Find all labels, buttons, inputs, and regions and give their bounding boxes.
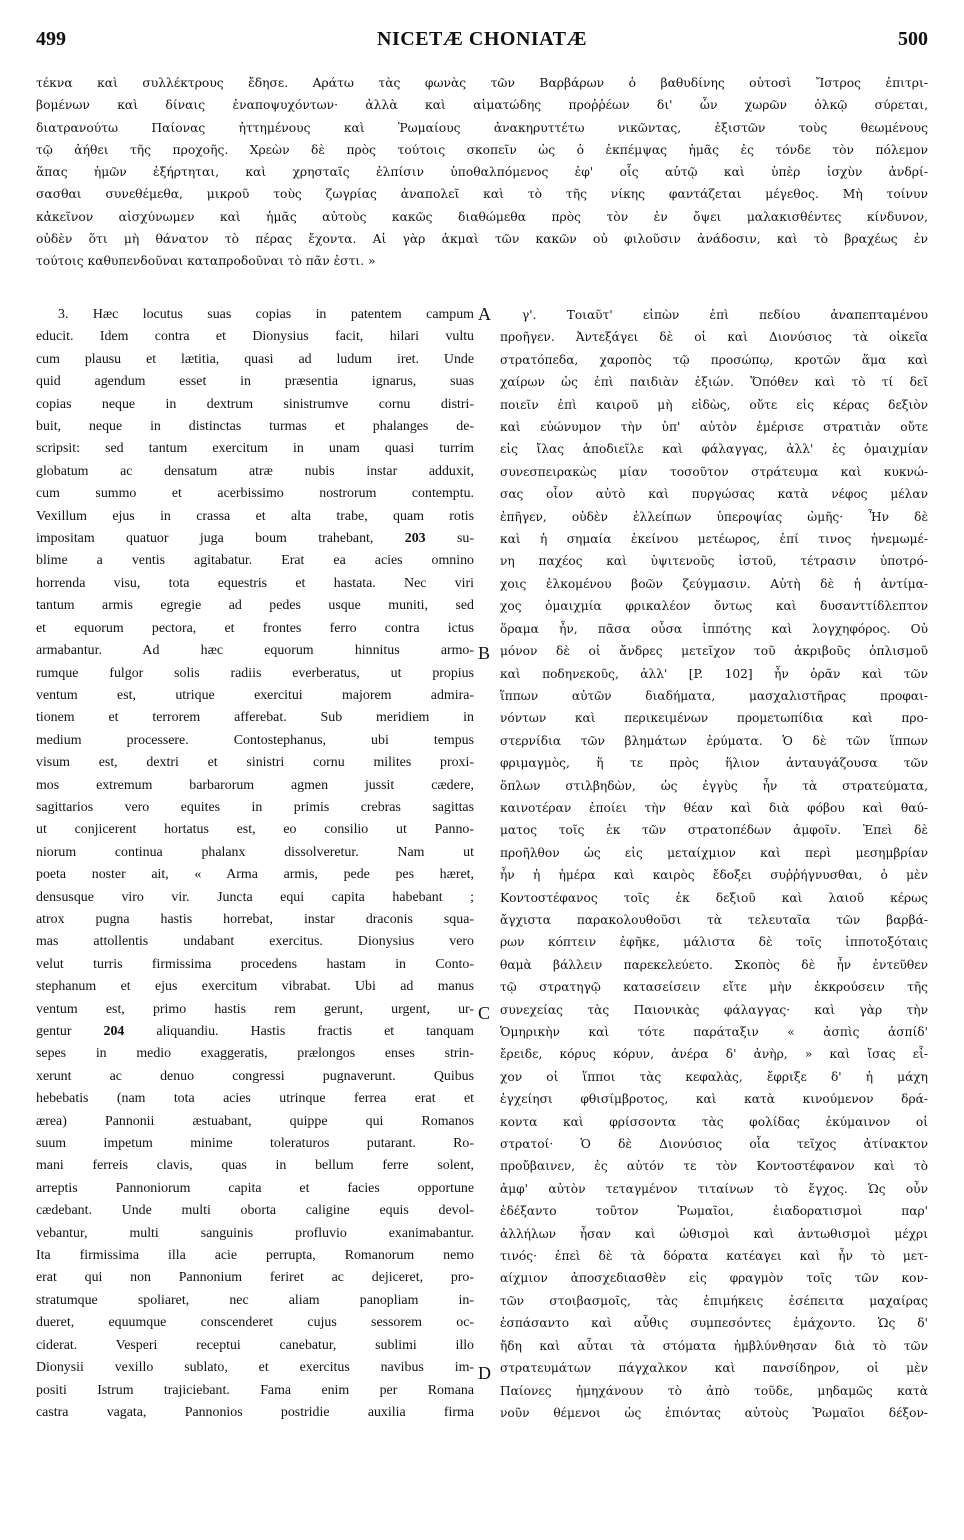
text-line: horrenda visu, tota equestris et hastata. Nec viri bbox=[36, 575, 474, 591]
margin-letter-b: B bbox=[478, 643, 491, 663]
text-line: stephanum et ejus exercitum vibrabat. Ubi ad manus bbox=[36, 979, 474, 995]
text-line: cum summo et acerbissimo nostrorum contemptu. bbox=[36, 486, 474, 502]
text-line: προῆγεν. Ἀντεξάγει δὲ οἱ καὶ Διονύσιος τὰ οἰκεῖα bbox=[500, 330, 928, 345]
text-line: arreptis Pannoniorum capita et facies opportune bbox=[36, 1180, 474, 1196]
text-line: γ'. Τοιαῦτ' εἰπὼν ἐπὶ πεδίου ἀναπεπταμένου bbox=[522, 308, 928, 322]
text-line: ὅραμα ἦν, πᾶσα οὖσα ἱππότης καὶ λογχηφόρος. Οὐ bbox=[500, 621, 928, 636]
page-marker: 203 bbox=[404, 531, 426, 547]
text-line: συνεσπειρακὼς μίαν τοσοῦτον στράτευμα καὶ κυκνώ- bbox=[500, 464, 928, 479]
text-line: suum impetum minime toleraturos putarant. Ro- bbox=[36, 1136, 474, 1152]
text-line: ἵππων αὐτῶν διαδήματα, μασχαλιστῆρας προφαι- bbox=[500, 688, 928, 703]
running-header bbox=[36, 28, 928, 52]
text-line: νοῦν θέμενοι ὡς ἐπιόντας αὐτοὺς Ῥωμαῖοι δέξον- bbox=[500, 1405, 928, 1420]
text-line: atrox pugna hastis horrebat, instar draconis squa- bbox=[36, 911, 474, 927]
text-line: ventum est, utrique exercitui majorem admira- bbox=[36, 687, 474, 703]
text-line: ἀμφ' αὐτὸν τεταγμένον τιταίνων τὸ ἔγχος. Ὡς οὖν bbox=[500, 1181, 928, 1196]
page-number-left: 499 bbox=[36, 28, 66, 50]
text-line: stratumque spoliaret, nec aliam panopliam in- bbox=[36, 1292, 474, 1308]
text-line: vebantur, multi sanguinis profluvio exanimabantur. bbox=[36, 1225, 474, 1241]
text-line: ἐσπάσαντο καὶ αὖθις συμπεσόντες ἐμάχοντο. Ὡς δ' bbox=[500, 1316, 928, 1331]
text-line: Ὁμηρικὴν καὶ τότε παράταξιν « ἀσπὶς ἀσπίδ' bbox=[500, 1025, 928, 1039]
text-line: ciderat. Vesperi receptui canebatur, sublimi illo bbox=[36, 1337, 474, 1353]
text-line: ventum est, primo hastis rem gerunt, urgent, ur- bbox=[36, 1001, 474, 1017]
text-line: mani ferreis clavis, quas in bellum ferre solent, bbox=[36, 1158, 474, 1174]
running-title: NICETÆ CHONIATÆ bbox=[377, 28, 587, 50]
text-line: ἄγχιστα παρακολουθοῦσι τὰ τελευταῖα τῶν βαρβά- bbox=[500, 912, 928, 927]
text-line: θαμὰ βάλλειν παρεκελεύετο. Σκοπὸς δὲ ἦν ἐντεῦθεν bbox=[500, 957, 928, 972]
latin-column bbox=[36, 304, 474, 1424]
text-line: mos extremum barbarorum agmen jussit cædere, bbox=[36, 777, 474, 793]
text-line: velut turris firmissima procedens hastam in Conto- bbox=[36, 956, 474, 972]
text-line: βομένων καὶ δίναις ἐναποψυχόντων· ἀλλὰ καὶ αἱματώδης προῤῥέων δι' ὧν χωρῶν ὁλκῷ σύρεται, bbox=[36, 98, 928, 113]
text-line: ἦν ἡ ἡμέρα καὶ καιρὸς ἔδοξει συῤῥήγνυσθαι, ὁ μὲν bbox=[500, 868, 928, 883]
text-line: rumque fulgor solis radiis everberatus, ut propius bbox=[36, 665, 474, 681]
page-marker: 204 bbox=[103, 1024, 125, 1039]
greek-column bbox=[500, 304, 928, 1424]
text-line: μόνον δὲ οἱ ἄνδρες μετεῖχον τοῦ ἀκριβοῦς ὁπλισμοῦ bbox=[500, 644, 928, 659]
text-line: tionem et terrorem afferebat. Sub meridiem in bbox=[36, 710, 474, 726]
text-line: Παίονες ἠμηχάνουν τὸ ἀπὸ τοῦδε, μηδαμῶς κατὰ bbox=[500, 1383, 928, 1398]
text-line: εἰς ἴλας ἀποδιεῖλε καὶ φάλαγγας, ἀλλ' ἐς ὁμαιχμίαν bbox=[500, 442, 928, 457]
text-line: ἀλλήλων ἦσαν καὶ ὠθισμοὶ καὶ ἀντωθισμοὶ μέχρι bbox=[500, 1226, 928, 1241]
text-line: ἐγχείησι φθισίμβροτος, καὶ κατὰ κινούμενον δρά- bbox=[500, 1092, 928, 1107]
text-line: gentur 204 aliquandiu. Hastis fractis et tanquam bbox=[36, 1024, 474, 1039]
text-line: buit, neque in distinctas turmas et phalanges de- bbox=[36, 419, 474, 435]
text-line: ματος τοῖς ἐκ τῶν στρατοπέδων ἀμφοῖν. Ἐπεὶ δὲ bbox=[500, 823, 928, 838]
text-line: χος ὁμαιχμία φρικαλέον ὄντως καὶ δυσανττίδλεπτον bbox=[500, 599, 928, 614]
text-line: quid agendum esset in præsentia ignarus, suas bbox=[36, 374, 474, 390]
text-line: συνεχείας τὰς Παιονικὰς φάλαγγας· καὶ γὰρ τὴν bbox=[500, 1002, 928, 1017]
text-line: scripsit: sed tantum exercitum in unam quasi turrim bbox=[36, 441, 474, 457]
text-line: διατρανούτω Παίονας ἡττημένους καὶ Ῥωμαίους ἀνακηρυττέτω νικῶντας, ἐξιστῶν τοὺς θεωμένους bbox=[36, 120, 928, 135]
text-line: educit. Idem contra et Dionysius facit, hilari vultu bbox=[36, 329, 474, 345]
text-line: blime a ventis agitabatur. Erat ea acies omnino bbox=[36, 553, 474, 569]
text-line: ἐδέξαντο τοῦτον Ῥωμαῖοι, ἐιαδορατισμοὶ παρ' bbox=[500, 1204, 928, 1219]
text-line: τέκνα καὶ συλλέκτρους ἔδησε. Αράτω τὰς φωνὰς τῶν Βαρβάρων ὁ βαθυδίνης οὑτοσὶ Ἴστρος ἐπιτρι- bbox=[36, 76, 928, 90]
text-line: Dionysii vexillo sublato, et exercitus navibus im- bbox=[36, 1360, 474, 1376]
text-line: καινοτέραν ἐποίει τὴν θέαν καὶ διὰ φόβου καὶ θαύ- bbox=[500, 800, 928, 815]
text-line: 3. Hæc locutus suas copias in patentem campum bbox=[58, 307, 474, 322]
text-line: mas attollentis undabant exercitus. Dionysius vero bbox=[36, 934, 474, 950]
text-line: globatum ac densatum atræ nubis instar adduxit, bbox=[36, 463, 474, 479]
text-line: ἤδη καὶ αὗται τὰ στόματα ἡμβλύνθησαν διὰ τὸ τῶν bbox=[500, 1338, 928, 1353]
text-line: χοις ἑλκομένου βοῶν ζεύγμασιν. Αὐτὴ δὲ ἡ ἀντίμα- bbox=[500, 576, 928, 591]
text-line: τῷ ἀήθει τῆς προχοῆς. Χρεὼν δὲ πρὸς τούτοις σκοπεῖν ὡς ὁ ἐκπέμψας ἡμᾶς ἐς τόνδε τὸν πόλεμον bbox=[36, 142, 928, 157]
text-line: στρατευμάτων πάγχαλκον καὶ πανσίδηρον, οἱ μὲν bbox=[500, 1361, 928, 1376]
text-line: armabantur. Ad hæc equorum hinnitus armo- bbox=[36, 643, 474, 659]
text-line: χαίρων ὡς ἐπὶ παιδιὰν ἐξιών. Ὅπόθεν καὶ τὸ τί δεῖ bbox=[500, 375, 928, 390]
margin-letter-d: D bbox=[478, 1363, 491, 1383]
text-line: τῷ στρατηγῷ κατασείσειν εἴτε μὴν ἐκκρούσειν τῆς bbox=[500, 980, 928, 995]
text-line: κοντα καὶ φρίσσοντα τὰς φολίδας ἐκύμαινον οἱ bbox=[500, 1114, 928, 1129]
page-number-right: 500 bbox=[898, 28, 928, 50]
text-line: medium processere. Contostephanus, ubi tempus bbox=[36, 732, 474, 748]
text-line: σας οἷον αὐτὸ καὶ πυργώσας κατὰ νέφος μέλαν bbox=[500, 487, 928, 502]
text-line: dueret, equumque conscenderet cujus sessorem oc- bbox=[36, 1315, 474, 1331]
text-line: ἐπῆγεν, οὐδὲν ἐλλείπων ὑπεροψίας ὠμῆς· Ἦν δὲ bbox=[500, 509, 928, 524]
text-line: χον οἱ ἵπποι τὰς κεφαλὰς, ἔφριξε δ' ἡ μάχη bbox=[500, 1069, 928, 1084]
text-line: καὶ ποδηνεκοῦς, ἀλλ' [P. 102] ἦν ὁρᾶν καὶ τῶν bbox=[500, 666, 928, 681]
margin-letter-c: C bbox=[478, 1003, 491, 1023]
text-line: ἅπας ἡμῶν ἐξήρτηται, καὶ χρησταῖς ἐλπίσιν ὑποθαλπόμενος ἐφ' οἷς αὐτῷ καὶ ὑπὲρ ἰσχὺν ἀνδρί- bbox=[36, 165, 928, 180]
text-line: καὶ εὐώνυμον τὴν ὑπ' αὐτὸν ἐμέρισε στρατιὰν οὔτε bbox=[500, 420, 928, 435]
text-line: τούτοις καθυπενδοῦναι καταπροδοῦναι τὸ πᾶν ἐστι. » bbox=[36, 254, 376, 269]
text-line: προῆλθον ὡς εἰς μεταίχμιον καὶ περὶ μεσημβρίαν bbox=[500, 845, 928, 860]
text-line: νόντων καὶ περικειμένων προμετωπίδια καὶ προ- bbox=[500, 711, 928, 726]
text-line: densusque viro vir. Juncta equi capita habebant ; bbox=[36, 889, 474, 905]
text-line: Vexillum ejus in crassa et alta trabe, quam rotis bbox=[36, 508, 474, 524]
text-line: τῶν στοιβασμοῖς, τὰς ἐπιμήκεις ἐσέπειτα μαχαίρας bbox=[500, 1293, 928, 1308]
text-line: ὅπλων στιλβηδὼν, ὡς ἐγγὺς ἦν τὰ στρατεύματα, bbox=[500, 778, 928, 793]
greek-continuation-block bbox=[36, 72, 928, 273]
text-line: προὔβαινεν, ἐς αὐτόν τε τὸν Κοντοστέφανον καὶ τὸ bbox=[500, 1159, 928, 1174]
text-line: σασθαι συνεθέμεθα, μικροῦ τοὺς ζωγρίας ἀναπολεῖ καὶ τὸ τῆς νίκης φαντάζεται μέγεθος. Μὴ τοίνυν bbox=[36, 187, 928, 202]
text-line: κἀκεῖνον αἰσχύνωμεν καὶ ἡμᾶς αὐτοὺς κακῶς διαθώμεθα πρὸς τὸν ἐν ὄψει μαλακισθέντες κίνδυνον, bbox=[36, 209, 928, 224]
margin-letter-a: A bbox=[478, 304, 491, 324]
text-line: positi Istrum trajiciebant. Fama enim per Romana bbox=[36, 1382, 474, 1398]
text-line: erat qui non Pannonium feriret ac dejiceret, pro- bbox=[36, 1270, 474, 1286]
text-line: poeta noster ait, « Arma armis, pede pes hæret, bbox=[36, 867, 474, 883]
text-line: ἔρειδε, κόρυς κόρυν, ἀνέρα δ' ἀνὴρ, » καὶ ἴσας εἶ- bbox=[500, 1047, 928, 1062]
text-line: ρων κόπτειν ἐφῆκε, μάλιστα δὲ τοῖς ἱπποτοξόταις bbox=[500, 935, 928, 950]
text-line: φριμαγμὸς, ἥ τε πρὸς ἥλιον ἀνταυγάζουσα τῶν bbox=[500, 756, 928, 771]
text-line: copias neque in dextrum sinistrumve cornu distri- bbox=[36, 396, 474, 412]
text-line: στρατοί· Ὁ δὲ Διονύσιος οἷα τεῖχος ἀτίνακτον bbox=[500, 1137, 928, 1152]
text-line: et equorum pectora, et frontes ferro contra ictus bbox=[36, 620, 474, 636]
text-line: xerunt ac denuo congressi pugnaverunt. Quibus bbox=[36, 1068, 474, 1084]
text-line: νη παχέος καὶ ὑψιτενοῦς ἰστοῦ, τέτρασιν ὑποτρό- bbox=[500, 554, 928, 569]
text-line: cum plausu et lætitia, quasi ad ludum iret. Unde bbox=[36, 351, 474, 367]
text-line: ut conjicerent hortatus est, eo consilio ut Panno- bbox=[36, 822, 474, 838]
text-line: τινός· ἐπεὶ δὲ τὰ δόρατα κατέαγει καὶ ἦν τὸ μετ- bbox=[500, 1249, 928, 1264]
text-line: impositam quatuor juga boum trahebant, 203 su- bbox=[36, 531, 474, 547]
text-line: οὐδὲν ὅτι μὴ θάνατον τὸ πέρας ἔχοντα. Αἱ γὰρ ἀκμαὶ τῶν κακῶν οὐ φιλοῦσιν ἀνάδοσιν, καὶ τὸ βραχέως ἐν bbox=[36, 232, 928, 247]
text-line: castra vagata, Pannonios postridie auxilia firma bbox=[36, 1404, 474, 1420]
text-line: niorum continua phalanx dissolveretur. Nam ut bbox=[36, 844, 474, 860]
text-line: sepes in medio exaggeratis, prælongos enses strin- bbox=[36, 1046, 474, 1062]
text-line: στρατόπεδα, χαροπὸς τῷ προσώπῳ, κροτῶν ἅμα καὶ bbox=[500, 352, 928, 367]
text-line: visum est, dextri et sinistri cornu milites proxi- bbox=[36, 755, 474, 771]
text-line: ærea) Pannonii æstuabant, quippe qui Romanos bbox=[36, 1113, 474, 1129]
text-line: tantum armis egregie ad pedes usque muniti, sed bbox=[36, 598, 474, 614]
text-line: Κοντοστέφανος τοῖς ἐκ δεξιοῦ καὶ λαιοῦ κέρως bbox=[500, 890, 928, 905]
text-line: hebebatis (nam tota acies utrinque ferrea erat et bbox=[36, 1091, 474, 1107]
text-line: αίχμιον ἀποσχεδιασθὲν εἰς φραγμὸν τοῖς τῶν κον- bbox=[500, 1271, 928, 1286]
text-line: sagittarios vero equites in primis crebras sagittas bbox=[36, 799, 474, 815]
text-line: ποιεῖν ἐπὶ καιροῦ μὴ εἰδὼς, οὔτε εἰς κέρας δεξιὸν bbox=[500, 397, 928, 412]
text-line: στερνίδια τῶν βλημάτων ἐρύματα. Ὁ δὲ τῶν ἵππων bbox=[500, 733, 928, 748]
text-line: καὶ ἡ σημαία ἐκείνου μετέωρος, ἐπί τινος ἠνεμωμέ- bbox=[500, 532, 928, 547]
text-line: cædebant. Unde multi oborta caligine equis devol- bbox=[36, 1203, 474, 1219]
text-line: Ita firmissima illa acie perrupta, Romanorum nemo bbox=[36, 1248, 474, 1264]
